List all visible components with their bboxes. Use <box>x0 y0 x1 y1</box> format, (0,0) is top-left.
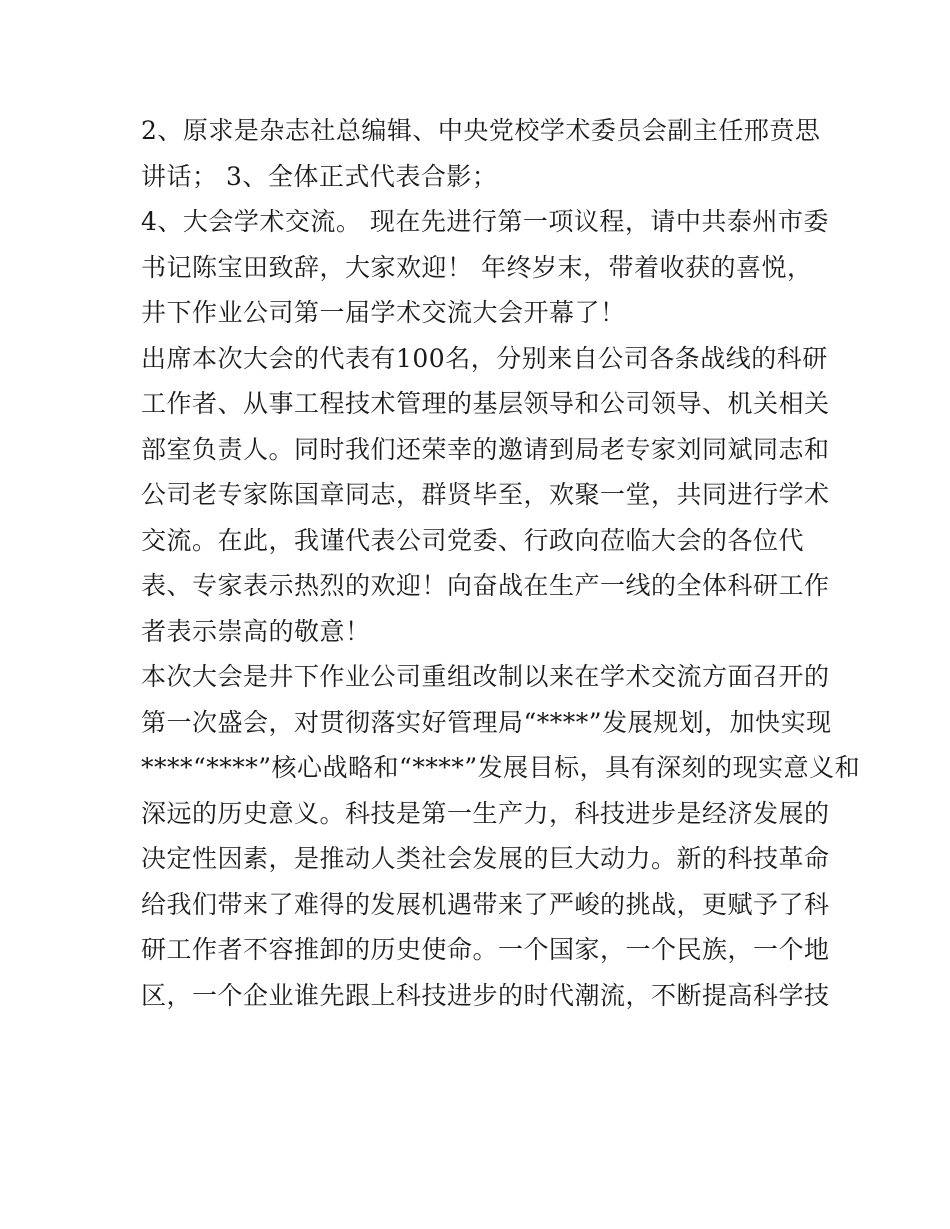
text-line: 本次大会是井下作业公司重组改制以来在学术交流方面召开的 <box>141 662 830 691</box>
text-line: 部室负责人。同时我们还荣幸的邀请到局老专家刘同斌同志和 <box>141 434 830 464</box>
text-line: 书记陈宝田致辞，大家欢迎！ 年终岁末，带着收获的喜悦， <box>141 252 813 282</box>
text-line: 公司老专家陈国章同志，群贤毕至，欢聚一堂，共同进行学术 <box>141 480 830 509</box>
text-line: 讲话； 3、全体正式代表合影； <box>141 161 498 191</box>
text-line: 给我们带来了难得的发展机遇带来了严峻的挑战，更赋予了科 <box>141 889 830 919</box>
text-line: 第一次盛会，对贯彻落实好管理局“****”发展规划，加快实现 <box>141 707 832 737</box>
text-line: 研工作者不容推卸的历史使命。一个国家，一个民族，一个地 <box>141 935 830 964</box>
text-line: ****“****”核心战略和“****”发展目标，具有深刻的现实意义和 <box>141 753 861 782</box>
text-line: 2、原求是杂志社总编辑、中央党校学术委员会副主任邢贲思 <box>141 116 821 145</box>
text-line: 交流。在此，我谨代表公司党委、行政向莅临大会的各位代 <box>141 525 805 555</box>
document-body <box>141 108 861 1018</box>
text-line: 出席本次大会的代表有100名，分别来自公司各条战线的科研 <box>141 343 828 373</box>
text-line: 者表示崇高的敬意！ <box>141 616 371 646</box>
text-line: 区，一个企业谁先跟上科技进步的时代潮流，不断提高科学技 <box>141 980 830 1010</box>
text-line: 表、专家表示热烈的欢迎！向奋战在生产一线的全体科研工作 <box>141 571 830 600</box>
text-line: 决定性因素，是推动人类社会发展的巨大动力。新的科技革命 <box>141 844 830 873</box>
text-line: 深远的历史意义。科技是第一生产力，科技进步是经济发展的 <box>141 798 830 828</box>
text-line: 4、大会学术交流。 现在先进行第一项议程，请中共泰州市委 <box>141 207 829 236</box>
text-line: 工作者、从事工程技术管理的基层领导和公司领导、机关相关 <box>141 389 830 418</box>
text-line: 井下作业公司第一届学术交流大会开幕了！ <box>141 298 626 327</box>
